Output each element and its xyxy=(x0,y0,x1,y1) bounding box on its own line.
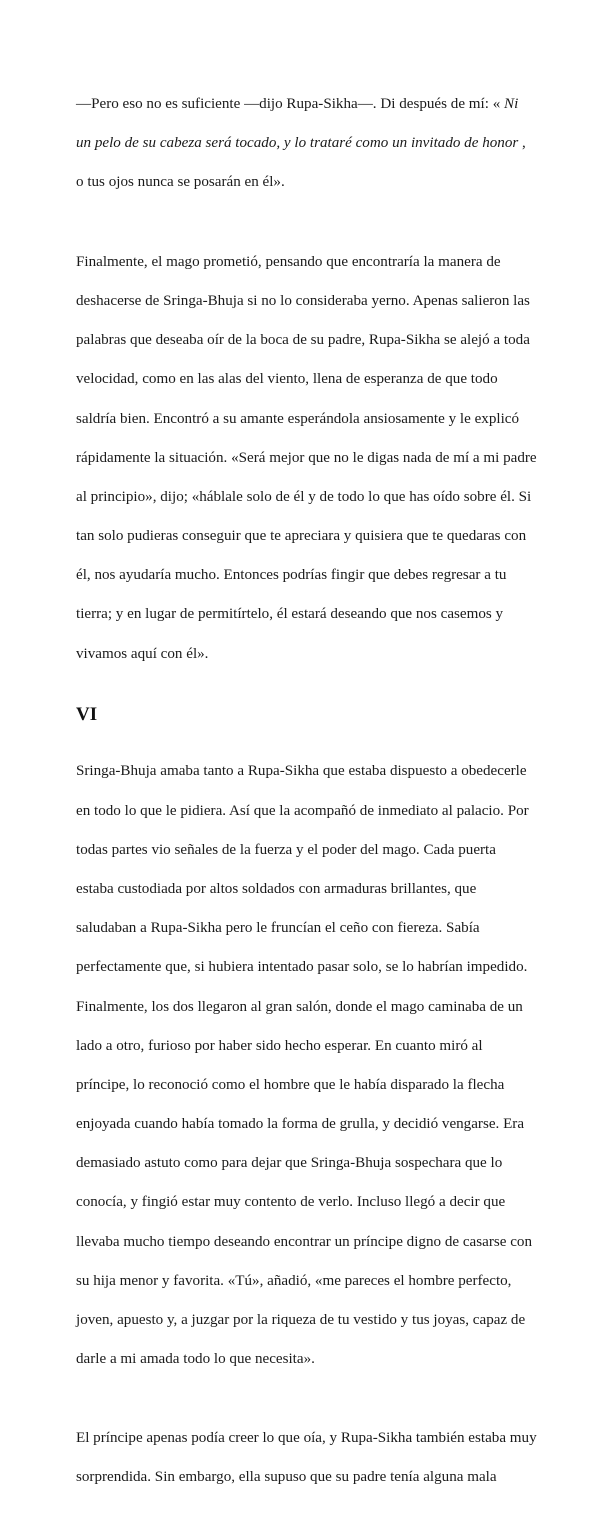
text-line: en todo lo que le pidiera. Así que la acompañó de inmediato al palacio. Por xyxy=(76,802,529,819)
text-line: sorprendida. Sin embargo, ella supuso que su padre tenía alguna mala xyxy=(76,1469,497,1486)
text-line: o tus ojos nunca se posarán en él». xyxy=(76,173,285,190)
text-line: llevaba mucho tiempo deseando encontrar un príncipe digno de casarse con xyxy=(76,1233,532,1250)
text-line: joven, apuesto y, a juzgar por la riqueza de tu vestido y tus joyas, capaz de xyxy=(76,1312,526,1329)
text-line: Finalmente, el mago prometió, pensando que encontraría la manera de xyxy=(76,253,501,270)
text-line: El príncipe apenas podía creer lo que oía, y Rupa-Sikha también estaba muy xyxy=(76,1430,537,1446)
text-line: Sringa-Bhuja amaba tanto a Rupa-Sikha que estaba dispuesto a obedecerle xyxy=(76,763,527,780)
paragraph-oath xyxy=(76,75,536,212)
text-line: demasiado astuto como para dejar que Sringa-Bhuja sospechara que lo xyxy=(76,1155,503,1172)
text-line: estaba custodiada por altos soldados con armaduras brillantes, que xyxy=(76,880,477,897)
paragraph-surprise xyxy=(76,1409,536,1507)
text-line: tierra; y en lugar de permitírtelo, él estará deseando que nos casemos y xyxy=(76,606,504,623)
text-line: Finalmente, los dos llegaron al gran salón, donde el mago caminaba de un xyxy=(76,998,523,1015)
text-line: enjoyada cuando había tomado la forma de grulla, y decidió vengarse. Era xyxy=(76,1116,525,1133)
text-line: saludaban a Rupa-Sikha pero le fruncían el ceño con fiereza. Sabía xyxy=(76,920,480,937)
document-page xyxy=(76,75,536,1527)
text-line: palabras que deseaba oír de la boca de su padre, Rupa-Sikha se alejó a toda xyxy=(76,332,530,349)
paragraph-palace xyxy=(76,743,536,1390)
text-line: saldría bien. Encontró a su amante esperándola ansiosamente y le explicó xyxy=(76,410,520,427)
text-line: rápidamente la situación. «Será mejor que no le digas nada de mí a mi padre xyxy=(76,449,537,466)
text-line: un pelo de su cabeza será tocado, y lo trataré como un invitado de honor , xyxy=(76,134,526,151)
paragraph-promise xyxy=(76,233,536,684)
text-line: —Pero eso no es suficiente —dijo Rupa-Sikha—. Di después de mí: « Ni xyxy=(76,95,519,112)
text-line: conocía, y fingió estar muy contento de verlo. Incluso llegó a decir que xyxy=(76,1194,506,1211)
text-line: vivamos aquí con él». xyxy=(76,645,209,662)
text-line: deshacerse de Sringa-Bhuja si no lo consideraba yerno. Apenas salieron las xyxy=(76,292,530,309)
text-line: velocidad, como en las alas del viento, llena de esperanza de que todo xyxy=(76,371,498,388)
text-line: perfectamente que, si hubiera intentado pasar solo, se lo habrían impedido. xyxy=(76,959,528,976)
text-line: su hija menor y favorita. «Tú», añadió, «me pareces el hombre perfecto, xyxy=(76,1272,512,1289)
chapter-heading: VI xyxy=(76,703,98,725)
text-line: él, nos ayudaría mucho. Entonces podrías fingir que debes regresar a tu xyxy=(76,567,507,584)
text-line: al principio», dijo; «háblale solo de él y de todo lo que has oído sobre él. Si xyxy=(76,488,532,505)
text-line: tan solo pudieras conseguir que te apreciara y quisiera que te quedaras con xyxy=(76,528,527,545)
text-line: darle a mi amada todo lo que necesita». xyxy=(76,1351,315,1368)
text-line: todas partes vio señales de la fuerza y el poder del mago. Cada puerta xyxy=(76,841,496,858)
text-line: príncipe, lo reconoció como el hombre que le había disparado la flecha xyxy=(76,1076,505,1093)
text-line: lado a otro, furioso por haber sido hecho esperar. En cuanto miró al xyxy=(76,1037,483,1054)
